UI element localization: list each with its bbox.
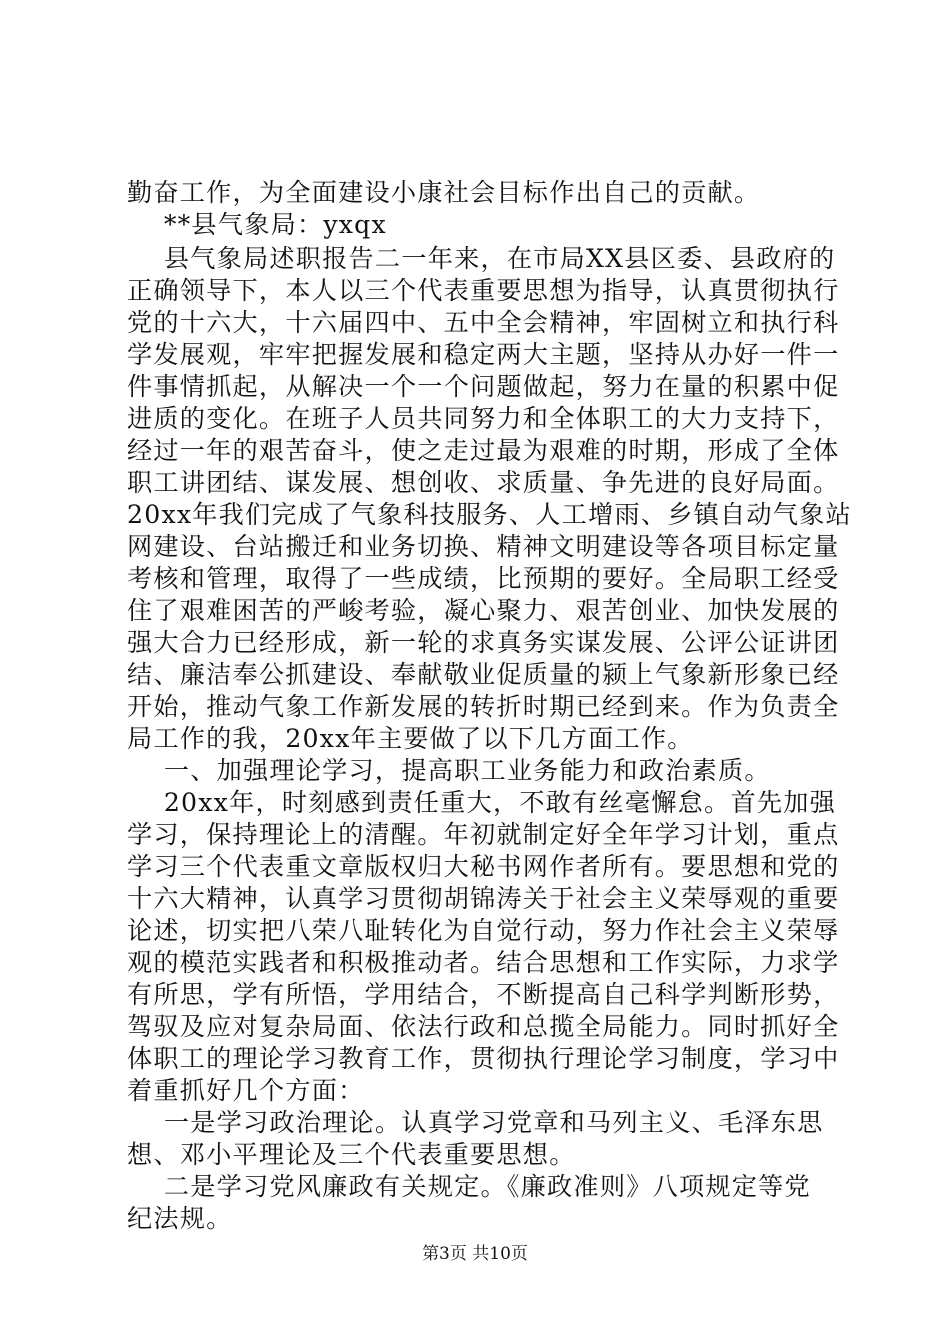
text-line: 一是学习政治理论。认真学习党章和马列主义、毛泽东思 [127, 1108, 824, 1137]
text-line: 纪法规。 [127, 1204, 233, 1233]
text-line: 二是学习党风廉政有关规定。《廉政准则》八项规定等党 [127, 1172, 811, 1201]
page-footer: 第3页 共10页 [422, 1244, 528, 1264]
text-line: 十六大精神，认真学习贯彻胡锦涛关于社会主义荣辱观的重要 [127, 884, 840, 913]
text-line: 驾驭及应对复杂局面、依法行政和总揽全局能力。同时抓好全 [127, 1012, 840, 1041]
text-line: 勤奋工作，为全面建设小康社会目标作出自己的贡献。 [127, 178, 761, 207]
section-heading: 一、加强理论学习，提高职工业务能力和政治素质。 [127, 756, 771, 785]
text-line: 20xx年我们完成了气象科技服务、人工增雨、乡镇自动气象站 [127, 500, 852, 529]
text-line: 考核和管理，取得了一些成绩，比预期的要好。全局职工经受 [127, 564, 840, 593]
text-line: 住了艰难困苦的严峻考验，凝心聚力、艰苦创业、加快发展的 [127, 596, 840, 625]
text-line: 论述，切实把八荣八耻转化为自觉行动，努力作社会主义荣辱 [127, 916, 840, 945]
text-line: 正确领导下，本人以三个代表重要思想为指导，认真贯彻执行 [127, 276, 840, 305]
text-line: 有所思，学有所悟，学用结合，不断提高自己科学判断形势， [127, 980, 840, 1009]
text-line: 结、廉洁奉公抓建设、奉献敬业促质量的颍上气象新形象已经 [127, 660, 840, 689]
text-line: 进质的变化。在班子人员共同努力和全体职工的大力支持下， [127, 404, 840, 433]
text-line: 件事情抓起，从解决一个一个问题做起，努力在量的积累中促 [127, 372, 840, 401]
text-line: 体职工的理论学习教育工作，贯彻执行理论学习制度，学习中 [127, 1044, 840, 1073]
text-line: 县气象局述职报告二一年来，在市局XX县区委、县政府的 [127, 244, 836, 273]
text-line: 想、邓小平理论及三个代表重要思想。 [127, 1140, 576, 1169]
text-line: 观的模范实践者和积极推动者。结合思想和工作实际，力求学 [127, 948, 840, 977]
text-line: **县气象局：yxqx [127, 210, 387, 239]
text-line: 学发展观，牢牢把握发展和稳定两大主题，坚持从办好一件一 [127, 340, 840, 369]
text-line: 着重抓好几个方面： [127, 1076, 365, 1105]
text-line: 经过一年的艰苦奋斗，使之走过最为艰难的时期，形成了全体 [127, 436, 840, 465]
text-line: 20xx年，时刻感到责任重大，不敢有丝毫懈怠。首先加强 [127, 788, 836, 817]
text-line: 开始，推动气象工作新发展的转折时期已经到来。作为负责全 [127, 692, 840, 721]
text-line: 局工作的我，20xx年主要做了以下几方面工作。 [127, 724, 694, 753]
text-line: 学习三个代表重文章版权归大秘书网作者所有。要思想和党的 [127, 852, 840, 881]
text-line: 强大合力已经形成，新一轮的求真务实谋发展、公评公证讲团 [127, 628, 840, 657]
text-line: 学习，保持理论上的清醒。年初就制定好全年学习计划，重点 [127, 820, 840, 849]
text-line: 党的十六大，十六届四中、五中全会精神，牢固树立和执行科 [127, 308, 840, 337]
text-line: 职工讲团结、谋发展、想创收、求质量、争先进的良好局面。 [127, 468, 840, 497]
text-line: 网建设、台站搬迁和业务切换、精神文明建设等各项目标定量 [127, 532, 840, 561]
